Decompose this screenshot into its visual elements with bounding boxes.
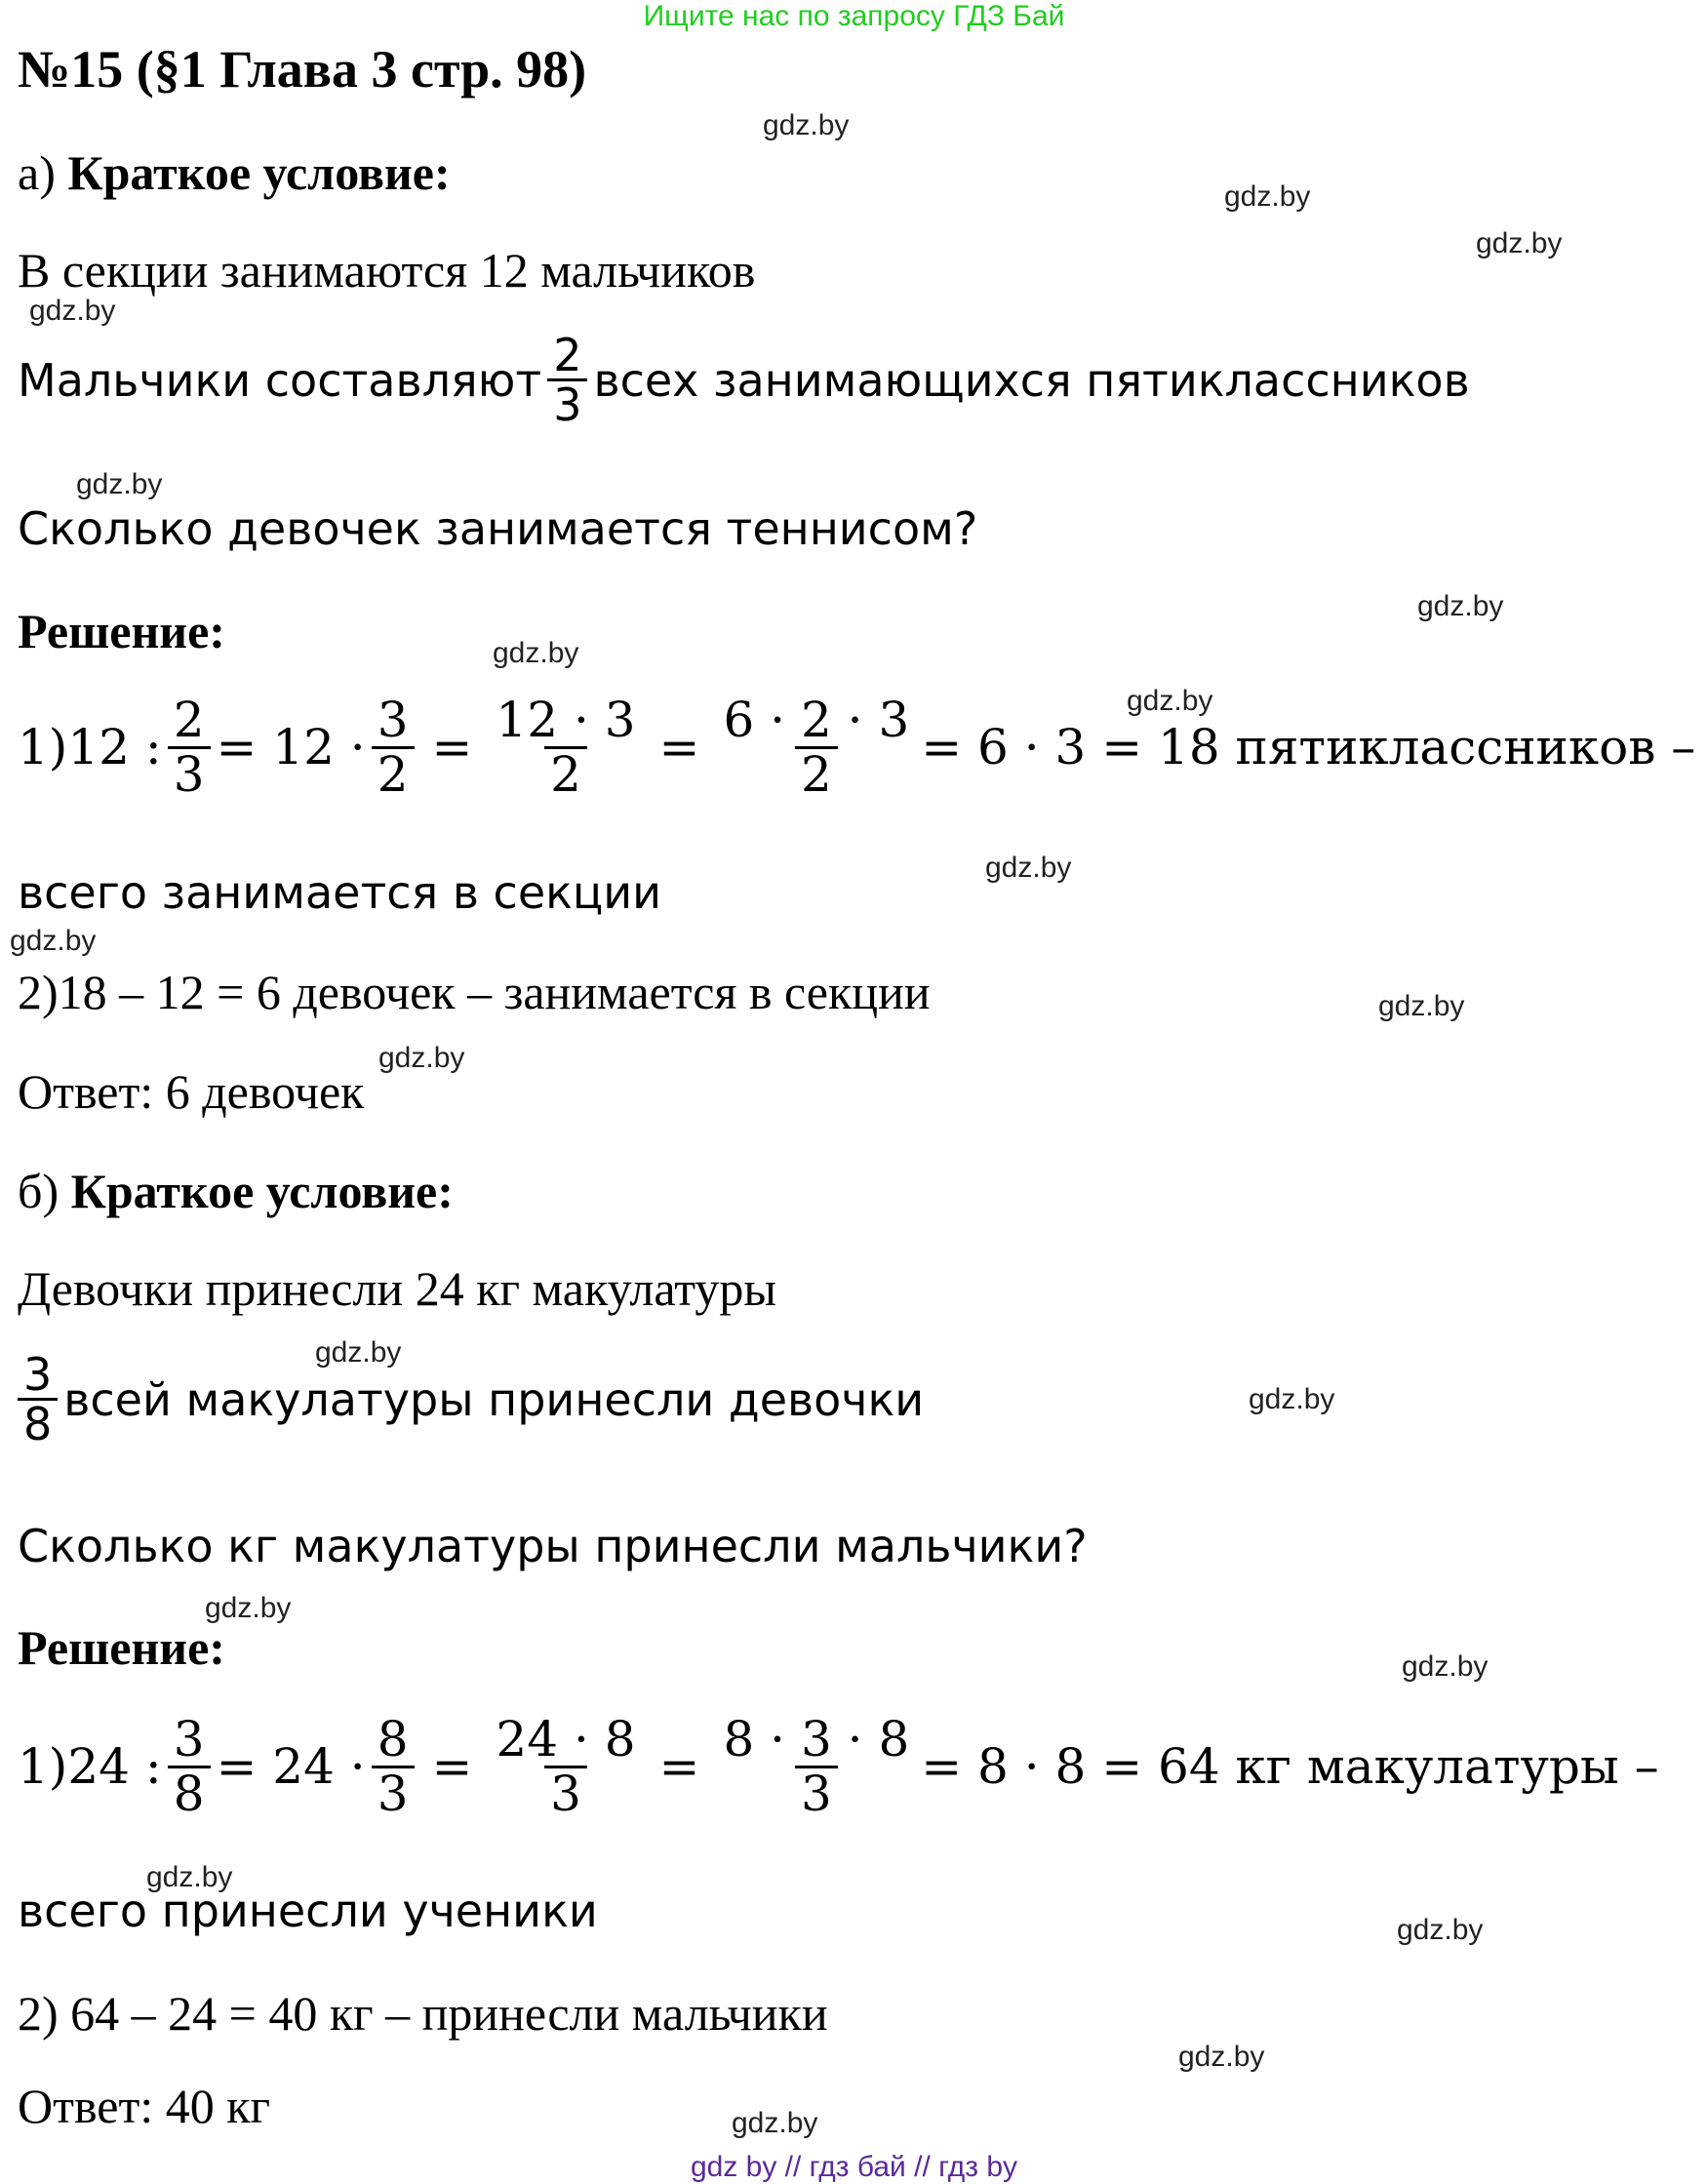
- solution-heading: Решение:: [18, 1620, 225, 1675]
- denominator: 3: [168, 746, 211, 801]
- denominator: 2: [372, 746, 415, 801]
- watermark: gdz.by: [1476, 227, 1563, 259]
- solution-step-1: 1)24 : $\frac{3}{8}$ = 24 · $\frac{8}{3}$ = $\frac{24 \cdot 8}{3}$ = $\frac{8 \cdot 3 \cdot 8}{3}$ = 8 · 8 = 64 кг макулатуры –: [18, 1711, 1659, 1822]
- answer: Ответ: 6 девочек: [18, 1064, 365, 1119]
- step-1-continuation: всего принесли ученики: [18, 1885, 598, 1937]
- fraction: [547, 329, 587, 432]
- watermark: gdz.by: [29, 295, 116, 327]
- numerator: 3: [173, 1711, 205, 1767]
- watermark: gdz.by: [146, 1861, 233, 1893]
- condition-line-2: [12, 1348, 925, 1451]
- denominator: 3: [544, 1766, 587, 1820]
- part-a-label: а): [18, 145, 56, 200]
- numerator: 3: [23, 1348, 53, 1401]
- denominator: 2: [795, 746, 838, 801]
- watermark: gdz.by: [732, 2107, 818, 2139]
- search-banner[interactable]: Ищите нас по запросу ГДЗ Бай: [643, 0, 1065, 32]
- part-b-label: б): [18, 1164, 60, 1218]
- watermark: gdz.by: [10, 925, 97, 957]
- question: Сколько девочек занимается теннисом?: [18, 502, 978, 555]
- watermark: gdz.by: [378, 1042, 465, 1074]
- watermark: gdz.by: [493, 637, 579, 669]
- condition-line-1: Девочки принесли 24 кг макулатуры: [18, 1261, 777, 1316]
- fraction: [717, 1711, 915, 1822]
- condition-text: Мальчики составляют: [18, 353, 542, 407]
- fraction: [372, 1711, 415, 1822]
- fraction: [372, 692, 415, 803]
- watermark: gdz.by: [1127, 685, 1213, 717]
- denominator: 8: [168, 1766, 211, 1820]
- answer: Ответ: 40 кг: [18, 2079, 271, 2133]
- watermark: gdz.by: [985, 852, 1072, 884]
- watermark: gdz.by: [205, 1592, 292, 1624]
- fraction: [168, 692, 211, 803]
- expression: 1)12 :: [18, 719, 162, 775]
- watermark: gdz.by: [1417, 590, 1504, 622]
- denominator: 8: [18, 1398, 58, 1448]
- watermark: gdz.by: [1178, 2041, 1265, 2073]
- condition-text: всех занимающихся пятиклассников: [593, 353, 1470, 407]
- fraction: [717, 692, 915, 803]
- expression: 1)24 :: [18, 1738, 162, 1795]
- expression: = 8 · 8 = 64 кг макулатуры –: [921, 1738, 1659, 1795]
- watermark: gdz.by: [1224, 180, 1311, 213]
- solution-heading: Решение:: [18, 604, 225, 658]
- footer-links[interactable]: gdz by // гдз бай // гдз by: [690, 2151, 1018, 2183]
- condition-text: всей макулатуры принесли девочки: [63, 1372, 925, 1426]
- page-title: №15 (§1 Глава 3 стр. 98): [18, 40, 587, 99]
- denominator: 3: [372, 1766, 415, 1820]
- step-1-continuation: всего занимается в секции: [18, 866, 662, 919]
- watermark: gdz.by: [315, 1336, 402, 1369]
- fraction: [18, 1348, 58, 1451]
- condition-line-1: В секции занимаются 12 мальчиков: [18, 243, 756, 298]
- denominator: 2: [544, 746, 587, 801]
- solution-step-2: 2)18 – 12 = 6 девочек – занимается в секции: [18, 965, 931, 1019]
- watermark: gdz.by: [763, 109, 850, 141]
- condition-line-2: [18, 329, 1470, 432]
- part-a-heading: [18, 144, 451, 201]
- short-condition-heading: Краткое условие:: [70, 1164, 454, 1218]
- fraction: [490, 692, 641, 803]
- fraction: [490, 1711, 641, 1822]
- question: Сколько кг макулатуры принесли мальчики?: [18, 1520, 1088, 1572]
- numerator: 24 · 8: [496, 1711, 636, 1767]
- denominator: 3: [795, 1766, 838, 1820]
- watermark: gdz.by: [1402, 1650, 1489, 1683]
- numerator: 2: [173, 692, 205, 748]
- expression: = 12 ·: [216, 719, 366, 775]
- watermark: gdz.by: [1378, 990, 1465, 1022]
- numerator: 3: [377, 692, 409, 748]
- expression: = 24 ·: [216, 1738, 366, 1795]
- numerator: 8: [377, 1711, 409, 1767]
- short-condition-heading: Краткое условие:: [67, 145, 451, 200]
- solution-step-1: 1)12 : $\frac{2}{3}$ = 12 · $\frac{3}{2}$ = $\frac{12 \cdot 3}{2}$ = $\frac{6 \cdot 2 \cdot 3}{2}$ = 6 · 3 = 18 пятиклассников –: [18, 692, 1696, 803]
- fraction: [168, 1711, 211, 1822]
- numerator: 6 · 2 · 3: [723, 692, 910, 748]
- watermark: gdz.by: [76, 468, 163, 500]
- part-b-heading: [18, 1163, 454, 1219]
- denominator: 3: [547, 378, 587, 428]
- numerator: 2: [553, 329, 582, 381]
- solution-step-2: 2) 64 – 24 = 40 кг – принесли мальчики: [18, 1986, 828, 2041]
- numerator: 12 · 3: [496, 692, 636, 748]
- watermark: gdz.by: [1249, 1383, 1335, 1415]
- numerator: 8 · 3 · 8: [723, 1711, 910, 1767]
- watermark: gdz.by: [1397, 1914, 1484, 1946]
- expression: = 6 · 3 = 18 пятиклассников –: [921, 719, 1696, 775]
